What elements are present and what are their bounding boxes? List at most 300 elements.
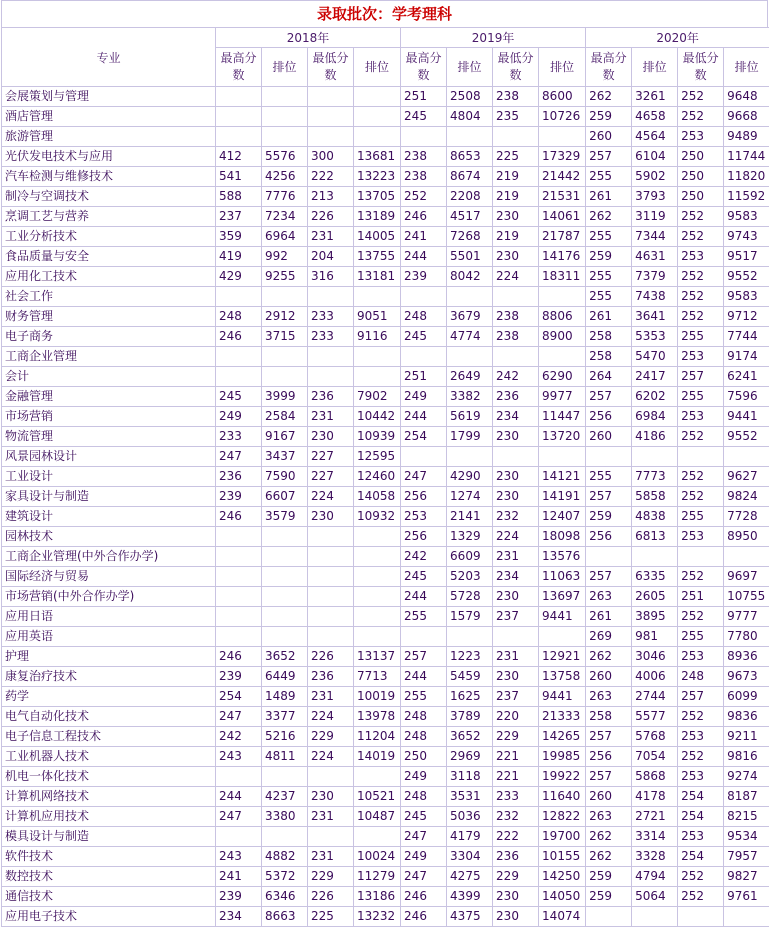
score-cell [308,107,354,127]
rank-cell: 9761 [724,887,769,907]
score-cell: 359 [216,227,262,247]
rank-cell: 2141 [447,507,493,527]
score-cell: 233 [493,787,539,807]
rank-cell: 1223 [447,647,493,667]
rank-cell: 10521 [354,787,401,807]
rank-cell: 21442 [539,167,586,187]
rank-cell: 13181 [354,267,401,287]
score-cell: 245 [216,387,262,407]
rank-cell: 8215 [724,807,769,827]
score-cell: 227 [308,447,354,467]
score-cell: 252 [678,207,724,227]
rank-cell [354,87,401,107]
rank-cell: 5459 [447,667,493,687]
major-name-cell: 物流管理 [2,427,216,447]
table-row [2,87,769,107]
rank-cell [262,527,308,547]
score-cell: 246 [216,647,262,667]
major-name-cell: 应用日语 [2,607,216,627]
rank-cell: 18098 [539,527,586,547]
min-score-header: 最低分数 [678,48,724,87]
score-cell [678,447,724,467]
score-cell [216,527,262,547]
rank-cell: 19700 [539,827,586,847]
score-cell: 412 [216,147,262,167]
rank-cell: 3382 [447,387,493,407]
rank-cell: 3118 [447,767,493,787]
score-cell: 224 [493,527,539,547]
rank-cell [724,907,769,927]
rank-cell: 10024 [354,847,401,867]
rank-cell: 2584 [262,407,308,427]
rank-cell [354,127,401,147]
score-cell [493,127,539,147]
score-cell: 257 [401,647,447,667]
rank-cell [262,587,308,607]
rank-cell: 6346 [262,887,308,907]
year-header-2020: 2020年 [586,28,769,48]
rank-cell: 4186 [632,427,678,447]
rank-cell: 13978 [354,707,401,727]
rank-cell: 4658 [632,107,678,127]
rank-cell: 4804 [447,107,493,127]
rank-cell: 2721 [632,807,678,827]
table-row [2,407,769,427]
rank-cell: 13705 [354,187,401,207]
major-name-cell: 制冷与空调技术 [2,187,216,207]
score-cell: 257 [586,567,632,587]
rank-cell: 11279 [354,867,401,887]
max-score-header: 最高分数 [401,48,447,87]
rank-cell [539,447,586,467]
rank-cell: 14191 [539,487,586,507]
rank-cell: 2605 [632,587,678,607]
major-name-cell: 建筑设计 [2,507,216,527]
rank-cell [447,127,493,147]
score-cell: 258 [586,707,632,727]
score-cell: 263 [586,687,632,707]
score-cell: 259 [586,247,632,267]
score-cell: 269 [586,627,632,647]
table-row [2,627,769,647]
score-cell: 252 [678,487,724,507]
score-cell [308,827,354,847]
score-cell: 224 [308,707,354,727]
rank-cell [354,107,401,127]
rank-header: 排位 [262,48,308,87]
rank-cell [539,347,586,367]
score-cell: 233 [308,307,354,327]
score-cell: 239 [216,887,262,907]
score-cell: 230 [308,427,354,447]
major-name-cell: 计算机网络技术 [2,787,216,807]
score-cell [216,87,262,107]
score-cell: 259 [586,887,632,907]
score-cell [401,287,447,307]
score-cell: 248 [401,307,447,327]
score-cell: 224 [493,267,539,287]
table-row [2,687,769,707]
rank-cell: 2912 [262,307,308,327]
score-cell: 204 [308,247,354,267]
score-cell: 242 [216,727,262,747]
rank-cell: 1799 [447,427,493,447]
rank-cell: 12407 [539,507,586,527]
score-cell: 255 [678,387,724,407]
rank-cell: 9583 [724,287,769,307]
rank-cell [447,287,493,307]
score-cell: 255 [586,167,632,187]
rank-cell: 5576 [262,147,308,167]
score-cell: 239 [401,267,447,287]
score-cell: 254 [678,847,724,867]
rank-cell: 9583 [724,207,769,227]
rank-cell [354,827,401,847]
score-cell: 233 [216,427,262,447]
rank-cell: 9777 [724,607,769,627]
major-name-cell: 应用电子技术 [2,907,216,927]
table-row [2,127,769,147]
score-cell: 226 [308,207,354,227]
rank-cell: 13223 [354,167,401,187]
score-cell: 222 [308,167,354,187]
score-cell [216,347,262,367]
score-cell: 252 [678,607,724,627]
score-cell: 300 [308,147,354,167]
rank-cell: 8900 [539,327,586,347]
table-row [2,847,769,867]
score-cell: 231 [493,647,539,667]
score-cell: 242 [401,547,447,567]
score-cell: 241 [401,227,447,247]
major-name-cell: 光伏发电技术与应用 [2,147,216,167]
rank-cell: 1625 [447,687,493,707]
score-cell: 250 [678,167,724,187]
rank-cell: 14176 [539,247,586,267]
rank-cell: 992 [262,247,308,267]
rank-cell: 4275 [447,867,493,887]
score-cell: 253 [678,647,724,667]
rank-cell: 10726 [539,107,586,127]
score-cell: 258 [586,347,632,367]
rank-cell: 4375 [447,907,493,927]
rank-cell: 4399 [447,887,493,907]
major-name-cell: 市场营销 [2,407,216,427]
score-cell: 241 [216,867,262,887]
rank-cell: 21531 [539,187,586,207]
major-name-cell: 应用化工技术 [2,267,216,287]
score-cell [493,287,539,307]
rank-cell: 6607 [262,487,308,507]
table-body [2,87,769,927]
score-cell [308,767,354,787]
table-row [2,547,769,567]
score-cell: 246 [216,327,262,347]
score-cell: 256 [401,487,447,507]
table-row [2,267,769,287]
rank-cell: 7438 [632,287,678,307]
score-cell: 254 [401,427,447,447]
score-cell: 230 [493,907,539,927]
rank-cell [262,367,308,387]
table-row [2,207,769,227]
score-cell: 263 [586,587,632,607]
score-cell: 253 [678,247,724,267]
rank-cell: 6241 [724,367,769,387]
table-row [2,227,769,247]
score-cell: 259 [586,107,632,127]
score-cell: 541 [216,167,262,187]
score-cell: 252 [678,707,724,727]
major-name-cell: 会展策划与管理 [2,87,216,107]
rank-cell: 4517 [447,207,493,227]
rank-cell: 3715 [262,327,308,347]
rank-cell: 9211 [724,727,769,747]
score-cell: 254 [678,787,724,807]
table-row [2,447,769,467]
rank-header: 排位 [632,48,678,87]
rank-cell: 7776 [262,187,308,207]
rank-cell [262,107,308,127]
rank-cell [262,627,308,647]
table-row [2,247,769,267]
rank-cell [262,607,308,627]
score-cell: 257 [586,727,632,747]
rank-cell [632,447,678,467]
min-score-header: 最低分数 [308,48,354,87]
rank-cell: 3377 [262,707,308,727]
rank-cell: 3437 [262,447,308,467]
rank-cell: 14250 [539,867,586,887]
score-cell: 233 [308,327,354,347]
score-cell: 252 [678,427,724,447]
rank-cell: 14061 [539,207,586,227]
score-cell: 249 [216,407,262,427]
score-cell: 225 [493,147,539,167]
major-name-cell: 食品质量与安全 [2,247,216,267]
score-cell: 255 [401,607,447,627]
rank-cell: 4178 [632,787,678,807]
rank-cell: 3641 [632,307,678,327]
score-cell [401,127,447,147]
rank-cell: 5203 [447,567,493,587]
rank-cell: 3261 [632,87,678,107]
score-cell: 219 [493,167,539,187]
score-cell: 252 [678,887,724,907]
rank-cell: 6099 [724,687,769,707]
score-cell: 239 [216,487,262,507]
score-cell: 238 [493,307,539,327]
rank-cell: 5470 [632,347,678,367]
score-cell: 248 [678,667,724,687]
major-name-cell: 财务管理 [2,307,216,327]
score-cell [216,607,262,627]
rank-cell [262,827,308,847]
rank-cell: 7234 [262,207,308,227]
rank-cell: 5372 [262,867,308,887]
rank-cell [354,527,401,547]
table-row [2,667,769,687]
score-cell: 419 [216,247,262,267]
rank-cell: 3328 [632,847,678,867]
table-row [2,307,769,327]
score-cell: 253 [678,347,724,367]
score-cell: 238 [493,87,539,107]
score-cell: 253 [678,127,724,147]
score-cell: 262 [586,647,632,667]
rank-cell: 9441 [539,687,586,707]
score-cell [586,447,632,467]
score-cell: 252 [678,307,724,327]
score-cell: 222 [493,827,539,847]
rank-cell: 13697 [539,587,586,607]
rank-cell: 13576 [539,547,586,567]
rank-cell: 7590 [262,467,308,487]
rank-cell: 3119 [632,207,678,227]
score-cell: 229 [493,727,539,747]
score-cell: 244 [216,787,262,807]
table-row [2,507,769,527]
score-cell: 252 [678,267,724,287]
rank-cell: 8600 [539,87,586,107]
table-row [2,347,769,367]
rank-cell: 3679 [447,307,493,327]
table-row [2,907,769,927]
rank-cell: 3531 [447,787,493,807]
rank-cell: 5728 [447,587,493,607]
score-cell: 236 [493,387,539,407]
score-cell: 264 [586,367,632,387]
rank-cell: 6984 [632,407,678,427]
max-score-header: 最高分数 [586,48,632,87]
rank-cell: 5858 [632,487,678,507]
score-cell: 247 [401,467,447,487]
rank-cell: 10487 [354,807,401,827]
rank-cell [262,547,308,567]
score-cell: 243 [216,847,262,867]
rank-cell [354,627,401,647]
score-cell: 250 [678,187,724,207]
score-cell: 234 [493,567,539,587]
score-cell: 247 [216,447,262,467]
score-cell: 256 [586,407,632,427]
rank-cell: 6104 [632,147,678,167]
rank-cell [262,87,308,107]
major-name-cell: 电子商务 [2,327,216,347]
score-cell: 248 [216,307,262,327]
score-cell: 255 [678,627,724,647]
score-cell: 257 [586,487,632,507]
score-cell: 246 [401,907,447,927]
rank-cell [447,627,493,647]
score-cell [678,547,724,567]
score-cell [401,447,447,467]
score-cell: 237 [493,607,539,627]
rank-cell: 4838 [632,507,678,527]
rank-cell: 5353 [632,327,678,347]
score-cell: 247 [401,867,447,887]
year-header-2019: 2019年 [401,28,586,48]
score-cell: 238 [493,327,539,347]
rank-cell: 13137 [354,647,401,667]
rank-cell: 14265 [539,727,586,747]
rank-cell: 17329 [539,147,586,167]
score-cell [308,347,354,367]
rank-cell [262,347,308,367]
rank-cell: 3789 [447,707,493,727]
rank-cell: 5868 [632,767,678,787]
score-cell: 255 [586,227,632,247]
rank-cell: 9255 [262,267,308,287]
table-row [2,647,769,667]
rank-cell: 3895 [632,607,678,627]
rank-cell [724,447,769,467]
score-cell: 260 [586,787,632,807]
score-cell: 259 [586,507,632,527]
rank-cell: 1329 [447,527,493,547]
table-header [2,28,769,87]
score-cell [216,287,262,307]
score-cell [678,907,724,927]
rank-cell: 9441 [539,607,586,627]
rank-cell: 5902 [632,167,678,187]
score-cell: 236 [308,387,354,407]
score-cell: 245 [401,567,447,587]
rank-cell: 4774 [447,327,493,347]
rank-cell: 7902 [354,387,401,407]
rank-cell: 7780 [724,627,769,647]
score-cell: 234 [216,907,262,927]
major-name-cell: 家具设计与制造 [2,487,216,507]
rank-cell: 7344 [632,227,678,247]
score-cell: 246 [401,887,447,907]
score-cell: 252 [678,287,724,307]
rank-cell [354,287,401,307]
rank-cell: 5216 [262,727,308,747]
rank-cell: 5619 [447,407,493,427]
rank-cell: 12460 [354,467,401,487]
score-cell: 239 [216,667,262,687]
rank-cell: 1579 [447,607,493,627]
score-cell: 247 [401,827,447,847]
rank-cell: 11447 [539,407,586,427]
major-name-cell: 风景园林设计 [2,447,216,467]
score-cell: 231 [308,407,354,427]
rank-cell: 14050 [539,887,586,907]
rank-cell: 1489 [262,687,308,707]
rank-cell [354,347,401,367]
rank-cell [632,907,678,927]
rank-cell: 7054 [632,747,678,767]
score-cell [308,587,354,607]
table-row [2,607,769,627]
score-cell: 248 [401,727,447,747]
rank-cell: 5036 [447,807,493,827]
rank-header: 排位 [724,48,769,87]
rank-cell: 5577 [632,707,678,727]
rank-cell: 9836 [724,707,769,727]
rank-cell: 13755 [354,247,401,267]
score-cell: 588 [216,187,262,207]
rank-cell: 12822 [539,807,586,827]
score-cell: 252 [678,747,724,767]
score-cell: 231 [308,847,354,867]
rank-cell: 4256 [262,167,308,187]
rank-cell: 6609 [447,547,493,567]
score-cell: 256 [586,747,632,767]
score-cell: 262 [586,827,632,847]
rank-cell: 11640 [539,787,586,807]
